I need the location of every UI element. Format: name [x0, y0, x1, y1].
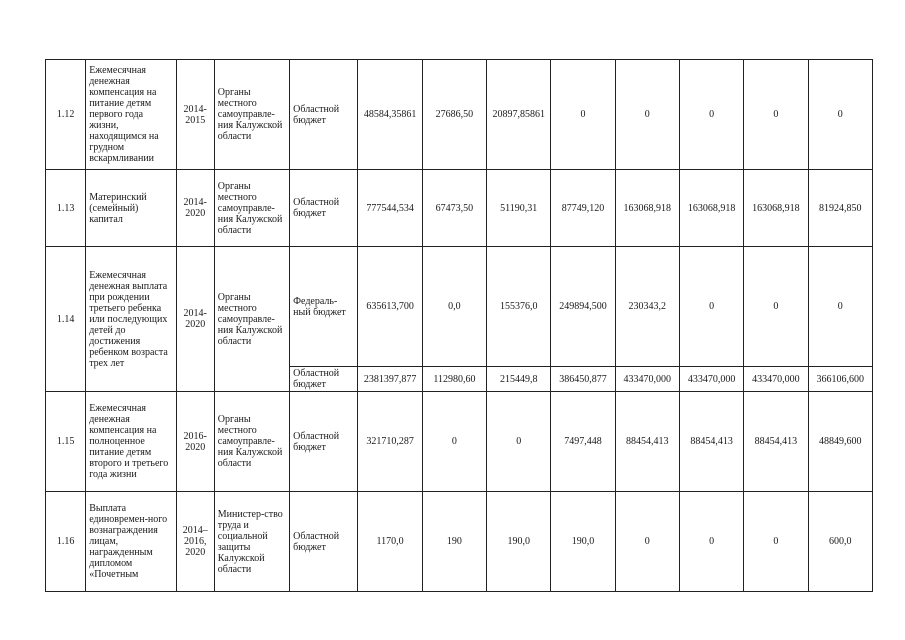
- value-cell: 230343,2: [615, 247, 679, 367]
- value-cell: 0: [744, 492, 808, 592]
- value-cell: 0: [487, 392, 551, 492]
- value-cell: 0: [422, 392, 486, 492]
- value-cell: 155376,0: [487, 247, 551, 367]
- value-cell: 386450,877: [551, 367, 615, 392]
- value-cell: 190: [422, 492, 486, 592]
- value-cell: 88454,413: [679, 392, 743, 492]
- value-cell: 48849,600: [808, 392, 872, 492]
- value-cell: 0: [679, 492, 743, 592]
- value-cell: 0: [744, 60, 808, 170]
- value-cell: 163068,918: [744, 170, 808, 247]
- row-number: 1.16: [46, 492, 86, 592]
- value-cell: 0: [679, 60, 743, 170]
- value-cell: 0: [679, 247, 743, 367]
- table-row: [46, 60, 873, 170]
- funding-source: Областной бюджет: [290, 170, 358, 247]
- table-row: [46, 492, 873, 592]
- value-cell: 88454,413: [744, 392, 808, 492]
- value-cell: 0: [744, 247, 808, 367]
- value-cell: 0: [615, 492, 679, 592]
- funding-source: Областной бюджет: [290, 60, 358, 170]
- responsible-org: Органы местного самоуправле-ния Калужской области: [214, 170, 289, 247]
- period: 2016-2020: [176, 392, 214, 492]
- value-cell: 81924,850: [808, 170, 872, 247]
- responsible-org: Органы местного самоуправле-ния Калужской области: [214, 247, 289, 392]
- row-number: 1.15: [46, 392, 86, 492]
- value-cell: 67473,50: [422, 170, 486, 247]
- value-cell: 635613,700: [358, 247, 422, 367]
- measure-name: Ежемесячная денежная выплата при рождении третьего ребенка или последующих детей до достижения ребенком возраста трех лет: [86, 247, 176, 392]
- value-cell: 321710,287: [358, 392, 422, 492]
- value-cell: 7497,448: [551, 392, 615, 492]
- value-cell: 0,0: [422, 247, 486, 367]
- row-number: 1.14: [46, 247, 86, 392]
- value-cell: 163068,918: [615, 170, 679, 247]
- value-cell: 433470,000: [615, 367, 679, 392]
- funding-source: Федераль-ный бюджет: [290, 247, 358, 367]
- value-cell: 249894,500: [551, 247, 615, 367]
- value-cell: 366106,600: [808, 367, 872, 392]
- funding-source: Областной бюджет: [290, 392, 358, 492]
- value-cell: 20897,85861: [487, 60, 551, 170]
- value-cell: 1170,0: [358, 492, 422, 592]
- value-cell: 215449,8: [487, 367, 551, 392]
- budget-table: [45, 59, 873, 592]
- funding-source: Областной бюджет: [290, 492, 358, 592]
- value-cell: 48584,35861: [358, 60, 422, 170]
- row-number: 1.12: [46, 60, 86, 170]
- value-cell: 190,0: [551, 492, 615, 592]
- table-row: [46, 392, 873, 492]
- row-number: 1.13: [46, 170, 86, 247]
- table-row: [46, 170, 873, 247]
- value-cell: 87749,120: [551, 170, 615, 247]
- period: 2014–2016, 2020: [176, 492, 214, 592]
- measure-name: Выплата единовремен-ного вознаграждения лицам, награжденным дипломом «Почетным: [86, 492, 176, 592]
- value-cell: 0: [551, 60, 615, 170]
- value-cell: 0: [808, 60, 872, 170]
- value-cell: 163068,918: [679, 170, 743, 247]
- value-cell: 2381397,877: [358, 367, 422, 392]
- period: 2014-2020: [176, 170, 214, 247]
- value-cell: 112980,60: [422, 367, 486, 392]
- value-cell: 51190,31: [487, 170, 551, 247]
- value-cell: 777544,534: [358, 170, 422, 247]
- responsible-org: Министер-ство труда и социальной защиты Калужской области: [214, 492, 289, 592]
- responsible-org: Органы местного самоуправле-ния Калужской области: [214, 392, 289, 492]
- value-cell: 0: [615, 60, 679, 170]
- measure-name: Ежемесячная денежная компенсация на полноценное питание детям второго и третьего года жизни: [86, 392, 176, 492]
- measure-name: Материнский (семейный) капитал: [86, 170, 176, 247]
- value-cell: 600,0: [808, 492, 872, 592]
- measure-name: Ежемесячная денежная компенсация на питание детям первого года жизни, находящимся на грудном вскармливании: [86, 60, 176, 170]
- responsible-org: Органы местного самоуправле-ния Калужской области: [214, 60, 289, 170]
- value-cell: 0: [808, 247, 872, 367]
- period: 2014-2015: [176, 60, 214, 170]
- value-cell: 433470,000: [744, 367, 808, 392]
- period: 2014-2020: [176, 247, 214, 392]
- table-row: [46, 247, 873, 367]
- budget-table-body: [46, 60, 873, 592]
- funding-source: Областной бюджет: [290, 367, 358, 392]
- value-cell: 27686,50: [422, 60, 486, 170]
- value-cell: 433470,000: [679, 367, 743, 392]
- value-cell: 190,0: [487, 492, 551, 592]
- value-cell: 88454,413: [615, 392, 679, 492]
